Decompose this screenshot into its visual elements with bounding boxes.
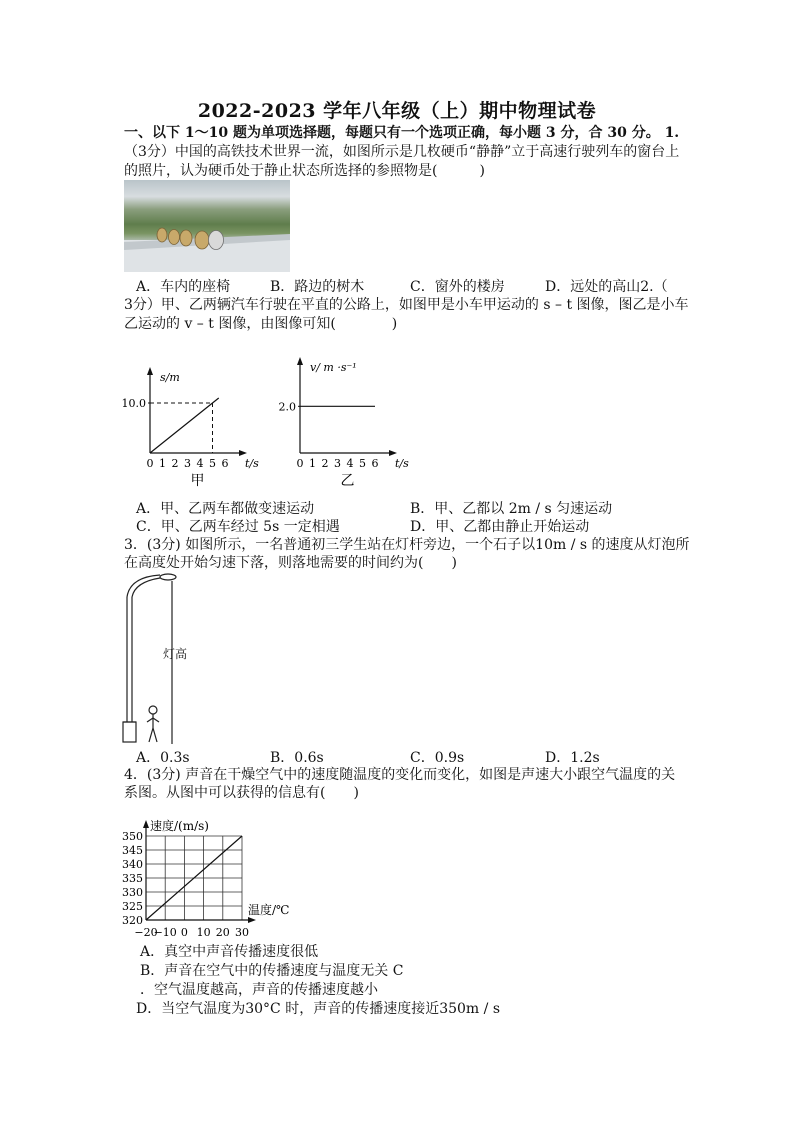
q4-stem-line1: 4．(3分) 声音在干燥空气中的速度随温度的变化而变化，如图是声速大小跟空气温度的关 bbox=[124, 767, 676, 783]
y-tick-label: 10.0 bbox=[121, 397, 146, 410]
q1-stem-line2: 的照片，认为硬币处于静止状态所选择的参照物是( ) bbox=[124, 163, 485, 179]
x-tick-label: 5 bbox=[359, 457, 366, 470]
x-axis-label: t/s bbox=[395, 457, 409, 470]
y-tick-label: 325 bbox=[122, 900, 143, 913]
q3-stem-line1: 3．(3分) 如图所示，一名普通初三学生站在灯杆旁边，一个石子以10m / s 的速度从灯泡所 bbox=[124, 537, 690, 553]
q1-option-c: C．窗外的楼房 bbox=[410, 279, 505, 295]
y-axis-label: s/m bbox=[160, 371, 180, 384]
chart-yi-v-t bbox=[270, 345, 420, 495]
x-tick-label: 2 bbox=[171, 457, 179, 470]
y-tick-label: 330 bbox=[122, 886, 143, 899]
q4-option-c: ．空气温度越高，声音的传播速度越小 bbox=[140, 982, 378, 998]
x-tick-label: 3 bbox=[334, 457, 341, 470]
chart-caption: 乙 bbox=[340, 473, 355, 489]
q4-option-a: A．真空中声音传播速度很低 bbox=[140, 944, 319, 960]
x-tick-label: 6 bbox=[371, 457, 379, 470]
q2-stem-line2: 乙运动的 v – t 图像，由图像可知( ) bbox=[124, 316, 398, 332]
y-axis-label: v/ m ·s⁻¹ bbox=[310, 361, 357, 374]
y-tick-label: 320 bbox=[122, 914, 143, 927]
x-axis-label: t/s bbox=[245, 457, 259, 470]
x-tick-label: 1 bbox=[159, 457, 166, 470]
x-tick-label: 4 bbox=[346, 457, 354, 470]
x-axis-arrow bbox=[239, 450, 247, 456]
q1-stem-line1: （3分）中国的高铁技术世界一流，如图所示是几枚硬币“静静”立于高速行驶列车的窗台上 bbox=[124, 144, 680, 160]
y-tick-label: 350 bbox=[122, 830, 143, 843]
y-axis-arrow bbox=[147, 367, 153, 375]
q4-stem-line2: 系图。从图中可以获得的信息有( ) bbox=[124, 785, 359, 801]
x-axis-arrow bbox=[389, 450, 397, 456]
chart-sound-speed-vs-temperature bbox=[110, 802, 310, 942]
y-axis-arrow bbox=[143, 820, 149, 828]
q2-option-c: C．甲、乙两车经过 5s 一定相遇 bbox=[136, 519, 340, 535]
q3-option-b: B．0.6s bbox=[270, 750, 324, 766]
lamp-height-label: 灯高 bbox=[163, 647, 188, 661]
x-tick-label: 2 bbox=[321, 457, 329, 470]
x-tick-label: 3 bbox=[184, 457, 191, 470]
y-tick-label: 335 bbox=[122, 872, 143, 885]
y-axis-label: 速度/(m/s) bbox=[150, 819, 209, 833]
q3-option-a: A．0.3s bbox=[136, 750, 190, 766]
x-axis-arrow bbox=[248, 917, 256, 923]
x-axis-label: 温度/℃ bbox=[248, 903, 290, 917]
q4-option-b: B．声音在空气中的传播速度与温度无关 C bbox=[140, 963, 404, 979]
x-tick-label: 30 bbox=[235, 926, 249, 939]
q2-stem-line1: 3分）甲、乙两辆汽车行驶在平直的公路上，如图甲是小车甲运动的 s – t 图像，图乙是小车 bbox=[124, 297, 689, 313]
q1-option-a: A．车内的座椅 bbox=[136, 279, 231, 295]
section-heading: 一、以下 1～10 题为单项选择题，每题只有一个选项正确，每小题 3 分，合 30 分。 1. bbox=[124, 125, 680, 141]
x-tick-label: 1 bbox=[309, 457, 316, 470]
y-tick-label: 345 bbox=[122, 844, 143, 857]
x-tick-label: 5 bbox=[209, 457, 216, 470]
chart-caption: 甲 bbox=[190, 473, 205, 489]
q2-option-a: A．甲、乙两车都做变速运动 bbox=[136, 501, 315, 517]
x-tick-label: 0 bbox=[146, 457, 154, 470]
q3-option-d: D．1.2s bbox=[545, 750, 600, 766]
x-tick-label: 20 bbox=[215, 926, 230, 939]
chart-jia-s-t bbox=[120, 345, 270, 495]
x-tick-label: 4 bbox=[196, 457, 204, 470]
q1-option-b: B．路边的树木 bbox=[270, 279, 365, 295]
x-tick-label: 0 bbox=[296, 457, 304, 470]
page-title: 2022-2023 学年八年级（上）期中物理试卷 bbox=[197, 100, 597, 122]
x-tick-label: −20 bbox=[134, 926, 158, 939]
series-line bbox=[150, 398, 219, 453]
y-tick-label: 340 bbox=[122, 858, 143, 871]
x-tick-label: 6 bbox=[221, 457, 229, 470]
q3-option-c: C．0.9s bbox=[410, 750, 465, 766]
y-tick-label: 2.0 bbox=[278, 400, 296, 414]
x-tick-label: 10 bbox=[196, 926, 211, 939]
q1-option-d: D．远处的高山2.（ bbox=[545, 279, 668, 295]
x-tick-label: −10 bbox=[153, 926, 177, 939]
q2-option-d: D．甲、乙都由静止开始运动 bbox=[410, 519, 590, 535]
y-axis-arrow bbox=[297, 357, 303, 365]
q4-option-d: D．当空气温度为30°C 时，声音的传播速度接近350m / s bbox=[136, 1001, 500, 1017]
q3-stem-line2: 在高度处开始匀速下落，则落地需要的时间约为( ) bbox=[124, 555, 457, 571]
x-tick-label: 0 bbox=[180, 926, 188, 939]
q2-option-b: B．甲、乙都以 2m / s 匀速运动 bbox=[410, 501, 613, 517]
train-window-coins-photo bbox=[124, 180, 290, 272]
